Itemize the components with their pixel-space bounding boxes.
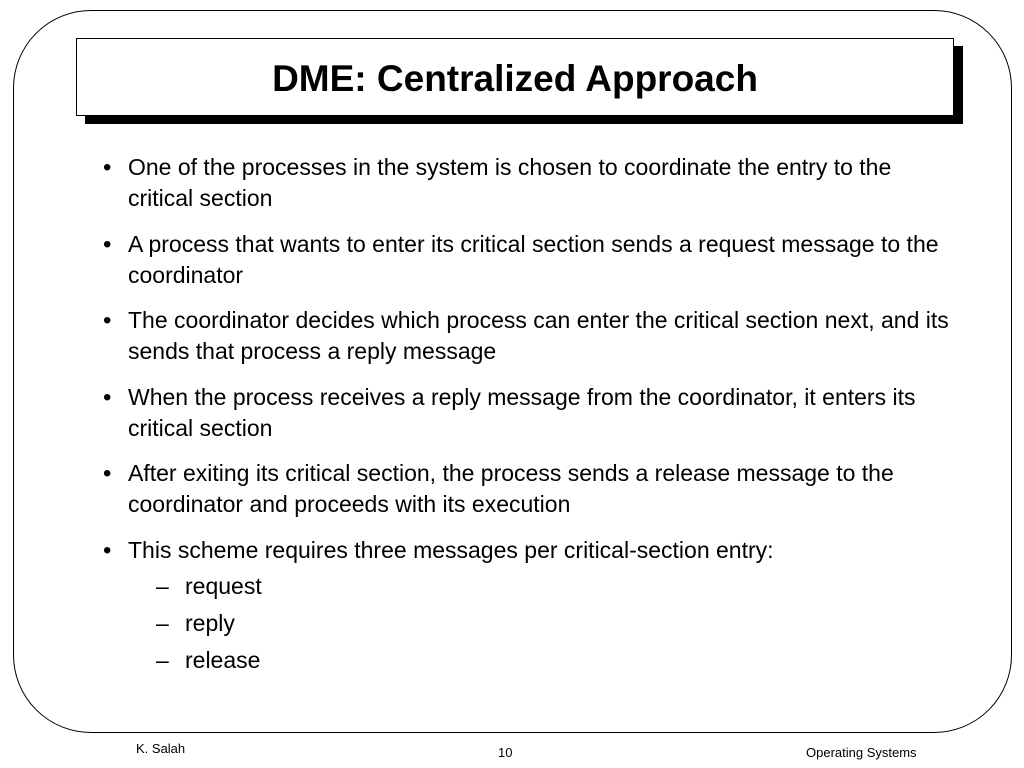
bullet-text: This scheme requires three messages per critical-section entry: — [128, 536, 774, 563]
bullet-item — [100, 458, 960, 520]
bullet-text: The coordinator decides which process can enter the critical section next, and its sends that process a reply message — [128, 307, 949, 364]
bullet-item — [100, 229, 960, 291]
bullet-icon: • — [103, 460, 112, 487]
sub-list — [128, 571, 960, 676]
bullet-icon: • — [103, 536, 112, 564]
bullet-text: One of the processes in the system is chosen to coordinate the entry to the critical section — [128, 154, 892, 211]
bullet-text: A process that wants to enter its critical section sends a request message to the coordinator — [128, 230, 939, 288]
footer-course: Operating Systems — [806, 745, 917, 760]
bullet-item — [100, 152, 960, 214]
sub-item — [128, 645, 960, 676]
bullet-icon: • — [103, 307, 112, 334]
bullet-text: When the process receives a reply message from the coordinator, it enters its critical section — [128, 383, 916, 441]
bullet-list — [100, 152, 960, 690]
sub-item-text: reply — [185, 609, 235, 636]
slide-title: DME: Centralized Approach — [272, 58, 758, 99]
dash-icon: – — [156, 609, 169, 636]
sub-item — [128, 571, 960, 602]
sub-item-text: release — [185, 646, 261, 673]
title-box — [76, 38, 954, 116]
bullet-item — [100, 305, 960, 367]
bullet-item — [100, 382, 960, 444]
sub-item — [128, 608, 960, 639]
sub-item-text: request — [185, 572, 262, 599]
bullet-icon: • — [103, 230, 112, 258]
dash-icon: – — [156, 572, 169, 599]
bullet-icon: • — [103, 154, 112, 181]
footer-author: K. Salah — [136, 741, 186, 756]
bullet-item — [100, 535, 960, 676]
bullet-text: After exiting its critical section, the process sends a release message to the coordinator and proceeds with its execution — [128, 460, 894, 517]
footer-page-number: 10 — [498, 745, 513, 760]
dash-icon: – — [156, 646, 169, 673]
bullet-icon: • — [103, 383, 112, 411]
